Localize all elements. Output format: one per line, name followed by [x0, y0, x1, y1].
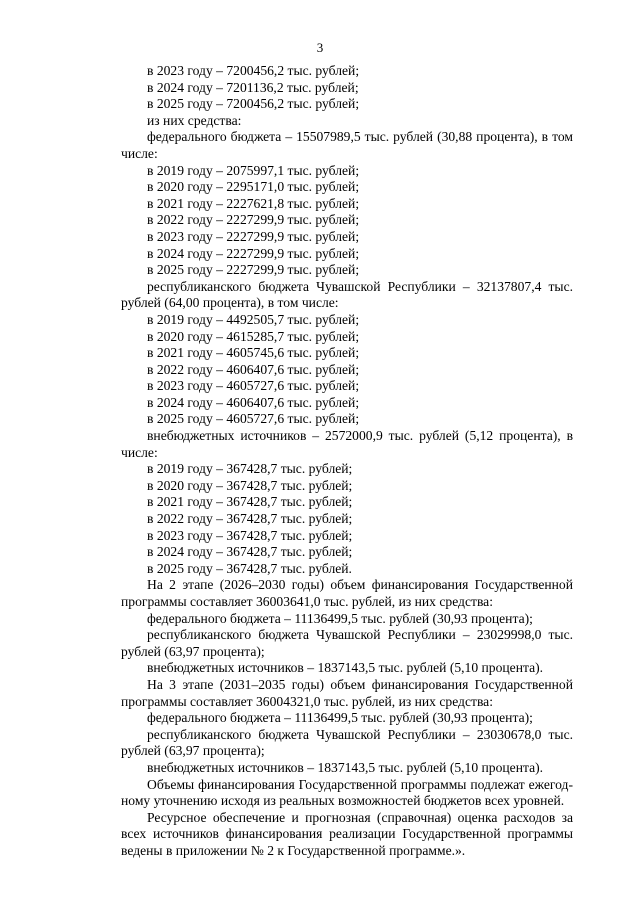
text-line: в 2020 году – 4615285,7 тыс. рублей;: [147, 328, 360, 344]
text-line: рублей (63,97 процента);: [121, 643, 265, 659]
text-line: в 2025 году – 4605727,6 тыс. рублей;: [147, 411, 360, 427]
text-line: в 2019 году – 2075997,1 тыс. рублей;: [147, 162, 360, 178]
text-line: в 2024 году – 367428,7 тыс. рублей;: [147, 544, 353, 560]
text-line: Ресурсное обеспечение и прогнозная (справочная) оценка расходов за: [147, 809, 573, 825]
text-line: из них средства:: [147, 112, 242, 128]
text-line: числе:: [121, 145, 158, 161]
text-line: внебюджетных источников – 2572000,9 тыс. рублей (5,12 процента), в: [147, 428, 573, 444]
text-line: ному уточнению исходя из реальных возможностей бюджетов всех уровней.: [121, 793, 565, 809]
text-line: программы составляет 36003641,0 тыс. рублей, из них средства:: [121, 594, 493, 609]
text-line: федерального бюджета – 11136499,5 тыс. рублей (30,93 процента);: [147, 610, 533, 626]
text-line: в 2023 году – 4605727,6 тыс. рублей;: [147, 378, 360, 394]
text-line: внебюджетных источников – 1837143,5 тыс. рублей (5,10 процента).: [147, 660, 544, 676]
text-line: в 2021 году – 367428,7 тыс. рублей;: [147, 494, 353, 510]
text-line: в 2020 году – 2295171,0 тыс. рублей;: [147, 179, 360, 195]
text-line: республиканского бюджета Чувашской Республики – 23029998,0 тыс.: [147, 627, 573, 643]
text-line: в 2023 году – 2227299,9 тыс. рублей;: [147, 228, 360, 244]
text-line: числе:: [121, 444, 158, 460]
text-line: в 2025 году – 7200456,2 тыс. рублей;: [147, 96, 360, 112]
text-line: в 2024 году – 4606407,6 тыс. рублей;: [147, 394, 360, 410]
text-line: Объемы финансирования Государственной программы подлежат ежегод-: [147, 776, 573, 792]
text-line: федерального бюджета – 15507989,5 тыс. рублей (30,88 процента), в том: [147, 129, 573, 145]
text-line: рублей (63,97 процента);: [121, 743, 265, 759]
text-line: программы составляет 36004321,0 тыс. рублей, из них средства:: [121, 693, 493, 709]
text-line: в 2023 году – 367428,7 тыс. рублей;: [147, 527, 353, 543]
text-line: в 2021 году – 2227621,8 тыс. рублей;: [147, 195, 360, 211]
text-line: в 2020 году – 367428,7 тыс. рублей;: [147, 477, 353, 493]
text-line: республиканского бюджета Чувашской Республики – 32137807,4 тыс.: [147, 278, 573, 294]
text-line: в 2022 году – 4606407,6 тыс. рублей;: [147, 361, 360, 377]
text-line: в 2025 году – 367428,7 тыс. рублей.: [147, 560, 352, 576]
text-line: рублей (64,00 процента), в том числе:: [121, 295, 339, 311]
text-line: в 2025 году – 2227299,9 тыс. рублей;: [147, 262, 360, 278]
text-line: в 2019 году – 4492505,7 тыс. рублей;: [147, 311, 360, 327]
text-line: в 2024 году – 2227299,9 тыс. рублей;: [147, 245, 360, 261]
text-line: На 2 этапе (2026–2030 годы) объем финансирования Государственной: [147, 577, 573, 593]
text-line: федерального бюджета – 11136499,5 тыс. рублей (30,93 процента);: [147, 710, 533, 726]
text-line: в 2019 году – 367428,7 тыс. рублей;: [147, 461, 353, 477]
text-line: в 2022 году – 2227299,9 тыс. рублей;: [147, 212, 360, 228]
text-line: На 3 этапе (2031–2035 годы) объем финансирования Государственной: [147, 676, 573, 692]
text-line: всех источников финансирования реализации Государственной программы: [121, 826, 573, 842]
text-line: внебюджетных источников – 1837143,5 тыс. рублей (5,10 процента).: [147, 759, 544, 775]
text-line: в 2021 году – 4605745,6 тыс. рублей;: [147, 345, 360, 361]
text-line: ведены в приложении № 2 к Государственной программе.».: [121, 842, 466, 858]
text-line: в 2023 году – 7200456,2 тыс. рублей;: [147, 63, 360, 78]
page-number: 3: [316, 40, 324, 55]
text-line: республиканского бюджета Чувашской Республики – 23030678,0 тыс.: [147, 726, 573, 742]
text-line: в 2024 году – 7201136,2 тыс. рублей;: [147, 79, 359, 95]
document-body: [121, 63, 573, 860]
text-line: в 2022 году – 367428,7 тыс. рублей;: [147, 511, 353, 527]
